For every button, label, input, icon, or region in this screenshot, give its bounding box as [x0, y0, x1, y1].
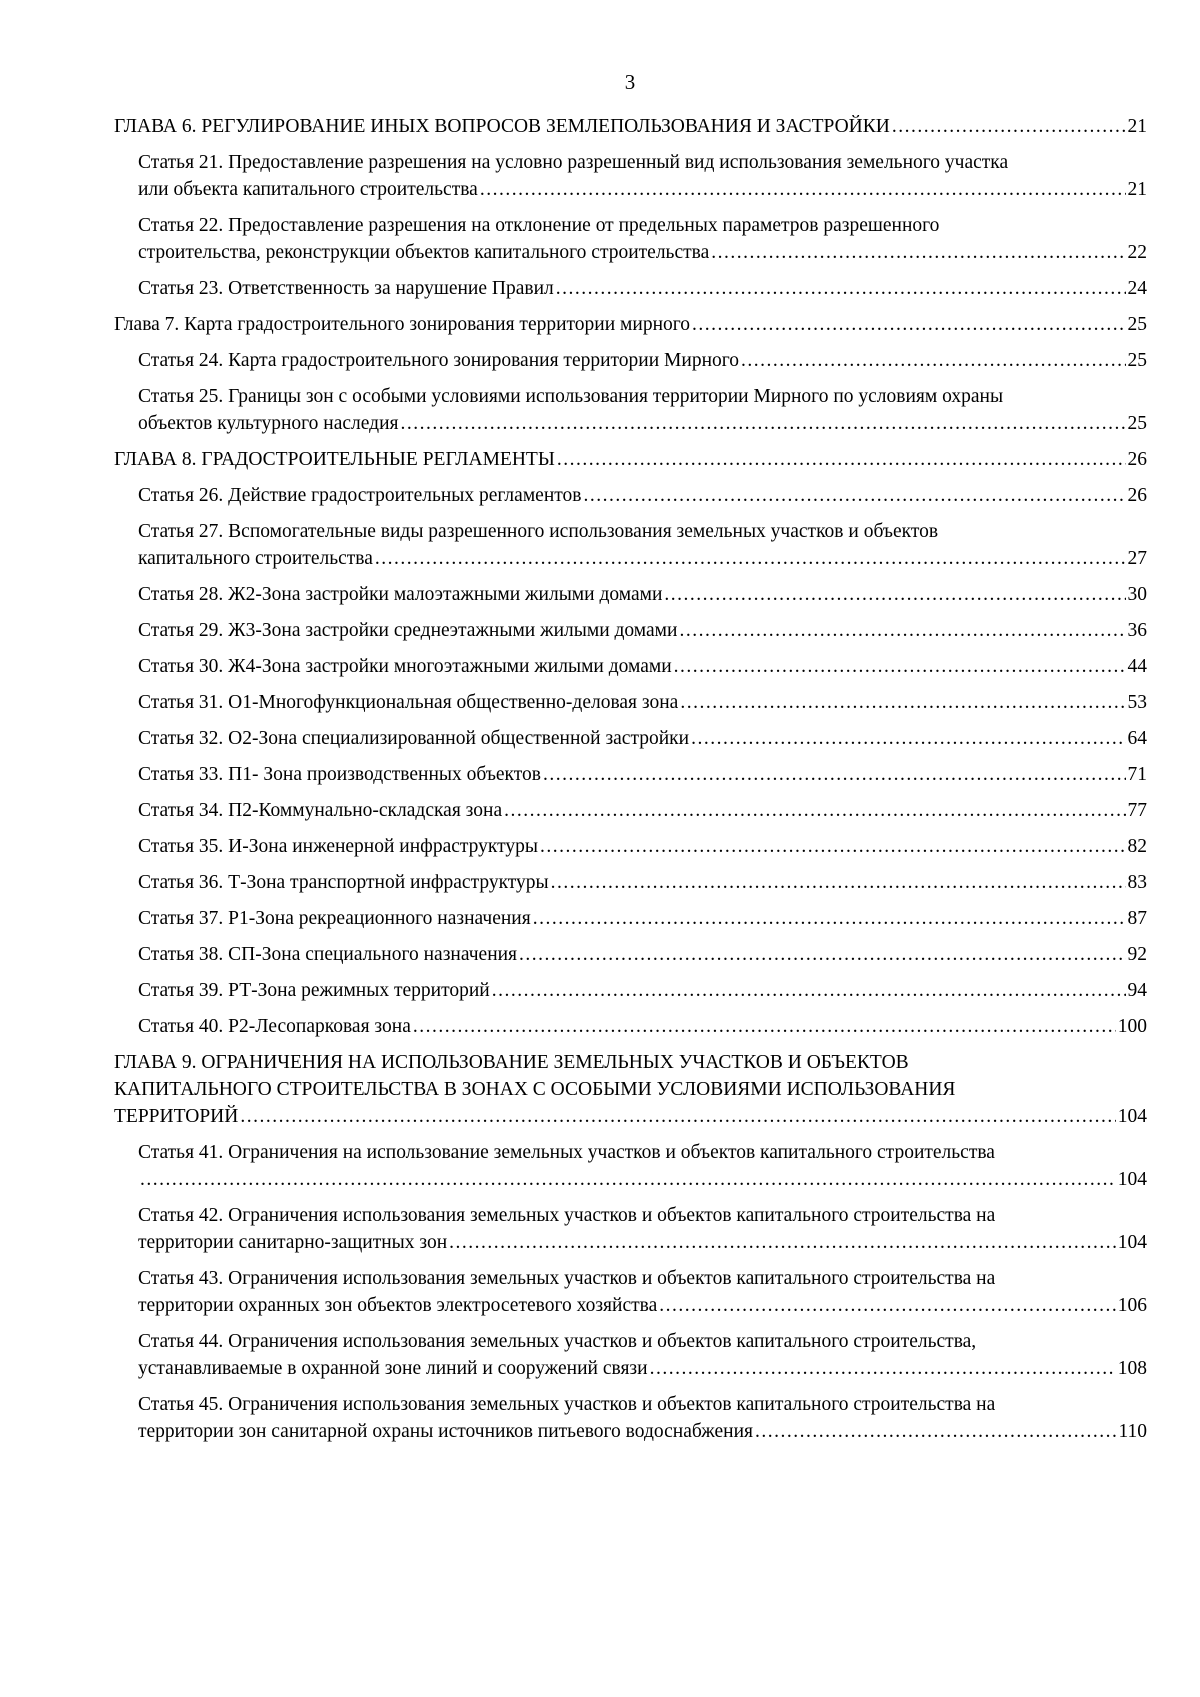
dot-leader — [741, 347, 1125, 374]
toc-entry-line: ГЛАВА 9. ОГРАНИЧЕНИЯ НА ИСПОЛЬЗОВАНИЕ ЗЕМЕЛЬНЫХ УЧАСТКОВ И ОБЪЕКТОВ — [114, 1052, 909, 1073]
toc-entry-line — [138, 275, 1147, 302]
toc-page-number: 25 — [1127, 314, 1147, 335]
toc-entry-title: Статья 28. Ж2-Зона застройки малоэтажными жилыми домами — [138, 584, 663, 605]
toc-chapter-entry[interactable] — [114, 113, 1147, 140]
toc-entry-line — [138, 761, 1147, 788]
dot-leader — [679, 617, 1125, 644]
toc-article-entry[interactable] — [114, 482, 1147, 509]
dot-leader — [240, 1103, 1115, 1130]
toc-entry-line — [138, 725, 1147, 752]
dot-leader — [449, 1229, 1116, 1256]
dot-leader — [692, 311, 1125, 338]
dot-leader — [674, 653, 1126, 680]
toc-entry-title: или объекта капитального строительства — [138, 179, 478, 200]
toc-page-number: 104 — [1117, 1169, 1147, 1190]
toc-article-entry[interactable] — [114, 347, 1147, 374]
toc-page-number: 30 — [1127, 584, 1147, 605]
toc-entry-line — [114, 1103, 1147, 1130]
toc-entry-line: Статья 25. Границы зон с особыми условиями использования территории Мирного по условиям охраны — [138, 386, 1004, 407]
toc-article-entry[interactable] — [114, 797, 1147, 824]
toc-entry-line — [114, 113, 1147, 140]
dot-leader — [711, 239, 1125, 266]
dot-leader — [540, 833, 1126, 860]
toc-entry-line — [138, 1229, 1147, 1256]
toc-article-entry[interactable] — [114, 653, 1147, 680]
toc-entry-line — [138, 1166, 1147, 1193]
dot-leader — [504, 797, 1125, 824]
toc-page-number: 77 — [1127, 800, 1147, 821]
toc-entry-title: Статья 37. Р1-Зона рекреационного назначения — [138, 908, 531, 929]
toc-entry-title: строительства, реконструкции объектов капитального строительства — [138, 242, 710, 263]
toc-entry-title: объектов культурного наследия — [138, 413, 399, 434]
toc-entry-title: Статья 23. Ответственность за нарушение Правил — [138, 278, 554, 299]
toc-entry-title: Статья 26. Действие градостроительных регламентов — [138, 485, 582, 506]
toc-entry-title: Статья 24. Карта градостроительного зонирования территории Мирного — [138, 350, 740, 371]
toc-entry-line — [138, 1418, 1147, 1445]
toc-entry-line — [138, 581, 1147, 608]
toc-entry-line — [138, 1292, 1147, 1319]
toc-entry-title: Статья 29. Ж3-Зона застройки среднеэтажными жилыми домами — [138, 620, 678, 641]
toc-page-number: 106 — [1117, 1295, 1147, 1316]
dot-leader — [551, 869, 1126, 896]
toc-entry-title: территории зон санитарной охраны источников питьевого водоснабжения — [138, 1421, 753, 1442]
toc-entry-title: Статья 30. Ж4-Зона застройки многоэтажными жилыми домами — [138, 656, 672, 677]
dot-leader — [543, 761, 1126, 788]
toc-entry-title: капитального строительства — [138, 548, 373, 569]
page-number: 3 — [624, 70, 636, 94]
toc-article-entry[interactable] — [114, 149, 1147, 203]
toc-page-number: 25 — [1127, 413, 1147, 434]
toc-entry-title: Статья 34. П2-Коммунально-складская зона — [138, 800, 503, 821]
toc-entry-title: Статья 40. Р2-Лесопарковая зона — [138, 1016, 411, 1037]
toc-page-number: 27 — [1127, 548, 1147, 569]
dot-leader — [664, 581, 1125, 608]
toc-entry-title: Статья 38. СП-Зона специального назначения — [138, 944, 518, 965]
toc-entry-line — [138, 689, 1147, 716]
toc-page-number: 110 — [1118, 1421, 1147, 1442]
dot-leader — [401, 410, 1126, 437]
toc-article-entry[interactable] — [114, 1328, 1147, 1382]
toc-entry-line: Статья 45. Ограничения использования земельных участков и объектов капитального строительства на — [138, 1394, 996, 1415]
dot-leader — [519, 941, 1125, 968]
toc-page-number: 22 — [1127, 242, 1147, 263]
dot-leader — [556, 275, 1126, 302]
dot-leader — [892, 113, 1126, 140]
toc-entry-line — [138, 410, 1147, 437]
toc-article-entry[interactable] — [114, 581, 1147, 608]
toc-page-number: 64 — [1127, 728, 1147, 749]
toc-page-number: 104 — [1117, 1232, 1147, 1253]
toc-entry-title: Статья 33. П1- Зона производственных объектов — [138, 764, 541, 785]
toc-entry-title: ГЛАВА 8. ГРАДОСТРОИТЕЛЬНЫЕ РЕГЛАМЕНТЫ — [114, 449, 555, 470]
toc-entry-title: ТЕРРИТОРИЙ — [114, 1106, 239, 1127]
dot-leader — [680, 689, 1125, 716]
dot-leader — [375, 545, 1126, 572]
dot-leader — [557, 446, 1126, 473]
toc-page-number: 94 — [1127, 980, 1147, 1001]
toc-page-number: 83 — [1127, 872, 1147, 893]
toc-entry-title: устанавливаемые в охранной зоне линий и сооружений связи — [138, 1358, 648, 1379]
toc-entry-line: Статья 44. Ограничения использования земельных участков и объектов капитального строительства, — [138, 1331, 977, 1352]
toc-article-entry[interactable] — [114, 725, 1147, 752]
toc-entry-line — [138, 1013, 1147, 1040]
toc-article-entry[interactable] — [114, 383, 1147, 437]
toc-page-number: 53 — [1127, 692, 1147, 713]
toc-entry-line — [138, 869, 1147, 896]
toc-entry-title: Статья 36. Т-Зона транспортной инфраструктуры — [138, 872, 549, 893]
toc-entry-line — [138, 545, 1147, 572]
toc-article-entry[interactable] — [114, 689, 1147, 716]
toc-entry-line — [138, 482, 1147, 509]
toc-entry-line — [138, 1355, 1147, 1382]
toc-page-number: 21 — [1127, 116, 1147, 137]
toc-entry-title: Глава 7. Карта градостроительного зонирования территории мирного — [114, 314, 691, 335]
toc-entry-line — [138, 833, 1147, 860]
toc-page-number: 44 — [1127, 656, 1147, 677]
toc-entry-line — [114, 311, 1147, 338]
toc-article-entry[interactable] — [114, 1139, 1147, 1193]
toc-entry-line: Статья 42. Ограничения использования земельных участков и объектов капитального строительства на — [138, 1205, 996, 1226]
toc-page-number: 25 — [1127, 350, 1147, 371]
toc-article-entry[interactable] — [114, 1013, 1147, 1040]
toc-article-entry[interactable] — [114, 1265, 1147, 1319]
toc-page-number: 36 — [1127, 620, 1147, 641]
toc-entry-title: Статья 39. РТ-Зона режимных территорий — [138, 980, 490, 1001]
toc-entry-line — [114, 446, 1147, 473]
toc-entry-line — [138, 176, 1147, 203]
toc-page-number: 26 — [1127, 449, 1147, 470]
dot-leader — [650, 1355, 1116, 1382]
toc-page-number: 108 — [1117, 1358, 1147, 1379]
table-of-contents — [114, 113, 1147, 1454]
toc-entry-line: Статья 22. Предоставление разрешения на отклонение от предельных параметров разрешенного — [138, 215, 940, 236]
toc-article-entry[interactable] — [114, 1391, 1147, 1445]
toc-entry-title: территории охранных зон объектов электросетевого хозяйства — [138, 1295, 658, 1316]
toc-page-number: 71 — [1127, 764, 1147, 785]
toc-entry-line: Статья 21. Предоставление разрешения на условно разрешенный вид использования земельного участка — [138, 152, 1009, 173]
dot-leader — [755, 1418, 1116, 1445]
dot-leader — [140, 1166, 1116, 1193]
toc-entry-line — [138, 905, 1147, 932]
toc-chapter-entry[interactable] — [114, 446, 1147, 473]
toc-article-entry[interactable] — [114, 518, 1147, 572]
toc-article-entry[interactable] — [114, 977, 1147, 1004]
toc-article-entry[interactable] — [114, 1202, 1147, 1256]
toc-entry-line: Статья 41. Ограничения на использование земельных участков и объектов капитального строительства — [138, 1142, 995, 1163]
toc-chapter-entry[interactable] — [114, 1049, 1147, 1130]
dot-leader — [533, 905, 1126, 932]
toc-entry-title: территории санитарно-защитных зон — [138, 1232, 448, 1253]
toc-page-number: 82 — [1127, 836, 1147, 857]
dot-leader — [583, 482, 1125, 509]
toc-page-number: 21 — [1127, 179, 1147, 200]
toc-entry-line — [138, 239, 1147, 266]
toc-page-number: 92 — [1127, 944, 1147, 965]
toc-article-entry[interactable] — [114, 869, 1147, 896]
toc-entry-line — [138, 617, 1147, 644]
toc-entry-line — [138, 653, 1147, 680]
toc-entry-title: Статья 35. И-Зона инженерной инфраструктуры — [138, 836, 538, 857]
toc-entry-title: Статья 32. О2-Зона специализированной общественной застройки — [138, 728, 690, 749]
toc-entry-title: ГЛАВА 6. РЕГУЛИРОВАНИЕ ИНЫХ ВОПРОСОВ ЗЕМЛЕПОЛЬЗОВАНИЯ И ЗАСТРОЙКИ — [114, 116, 890, 137]
toc-page-number: 104 — [1117, 1106, 1147, 1127]
toc-article-entry[interactable] — [114, 275, 1147, 302]
toc-entry-line — [138, 977, 1147, 1004]
toc-article-entry[interactable] — [114, 941, 1147, 968]
toc-entry-line — [138, 347, 1147, 374]
toc-page-number: 24 — [1127, 278, 1147, 299]
toc-page-number: 100 — [1117, 1016, 1147, 1037]
toc-chapter-entry[interactable] — [114, 311, 1147, 338]
toc-entry-line — [138, 941, 1147, 968]
dot-leader — [480, 176, 1126, 203]
toc-page-number: 87 — [1127, 908, 1147, 929]
toc-page-number: 26 — [1127, 485, 1147, 506]
toc-entry-line: Статья 27. Вспомогательные виды разрешенного использования земельных участков и объектов — [138, 521, 939, 542]
toc-article-entry[interactable] — [114, 212, 1147, 266]
dot-leader — [413, 1013, 1116, 1040]
dot-leader — [691, 725, 1125, 752]
toc-entry-line: Статья 43. Ограничения использования земельных участков и объектов капитального строительства на — [138, 1268, 996, 1289]
toc-article-entry[interactable] — [114, 833, 1147, 860]
toc-entry-title: Статья 31. О1-Многофункциональная общественно-деловая зона — [138, 692, 679, 713]
dot-leader — [659, 1292, 1116, 1319]
dot-leader — [492, 977, 1126, 1004]
toc-article-entry[interactable] — [114, 617, 1147, 644]
toc-entry-line: КАПИТАЛЬНОГО СТРОИТЕЛЬСТВА В ЗОНАХ С ОСОБЫМИ УСЛОВИЯМИ ИСПОЛЬЗОВАНИЯ — [114, 1079, 956, 1100]
toc-entry-line — [138, 797, 1147, 824]
toc-article-entry[interactable] — [114, 761, 1147, 788]
toc-article-entry[interactable] — [114, 905, 1147, 932]
